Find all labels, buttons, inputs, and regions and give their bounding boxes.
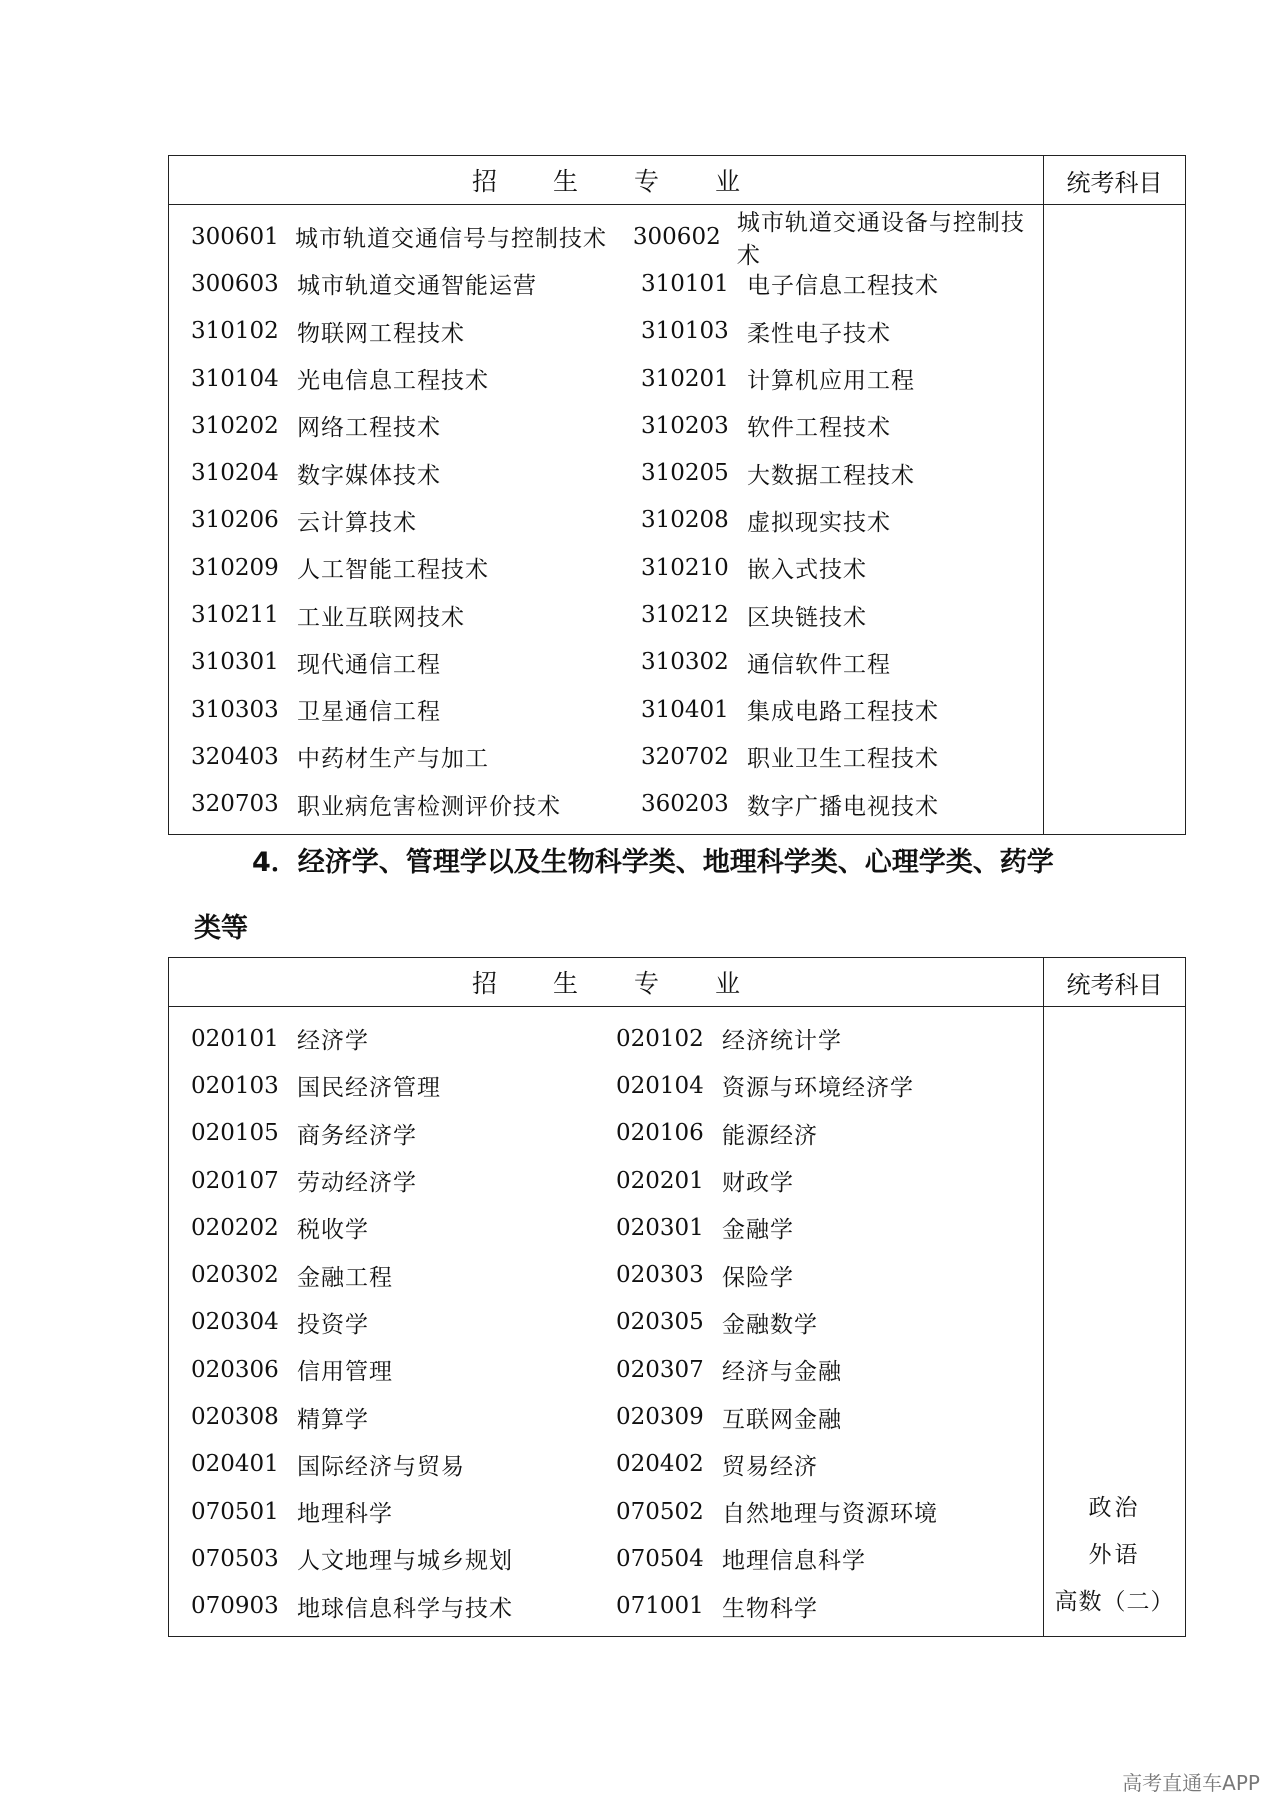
major-name: 人文地理与城乡规划 — [297, 1548, 513, 1575]
major-code: 020301 — [616, 1214, 704, 1241]
major-name: 城市轨道交通信号与控制技术 — [295, 226, 607, 253]
major-code: 070903 — [191, 1593, 279, 1620]
major-name: 工业互联网技术 — [297, 604, 465, 631]
major-name: 区块链技术 — [747, 604, 867, 631]
major-name: 经济学 — [297, 1028, 369, 1055]
major-code: 020104 — [616, 1072, 704, 1099]
major-code: 310101 — [641, 270, 729, 297]
subject-politics: 政治 — [1088, 1495, 1141, 1521]
table-header — [169, 156, 1185, 205]
header-subject: 统考科目 — [1066, 970, 1163, 999]
major-code: 310203 — [641, 412, 729, 439]
major-code: 310401 — [641, 696, 729, 723]
majors-list — [169, 205, 1044, 834]
major-name: 通信软件工程 — [747, 651, 891, 678]
major-name: 云计算技术 — [297, 509, 417, 536]
header-major — [169, 958, 1044, 1006]
major-code: 310212 — [641, 602, 729, 629]
table-row — [169, 733, 1043, 780]
major-code: 020106 — [616, 1120, 704, 1147]
majors-table-1 — [168, 155, 1186, 835]
table-row — [169, 1535, 1043, 1582]
major-code: 320703 — [191, 791, 279, 818]
table-row — [169, 497, 1043, 544]
major-code: 310206 — [191, 507, 279, 534]
major-name: 金融学 — [722, 1217, 794, 1244]
major-name: 大数据工程技术 — [747, 462, 915, 489]
major-name: 生物科学 — [722, 1595, 818, 1622]
major-code: 020308 — [191, 1404, 279, 1431]
table-row — [169, 355, 1043, 402]
major-name: 能源经济 — [722, 1122, 818, 1149]
table-row — [169, 686, 1043, 733]
major-code: 020107 — [191, 1167, 279, 1194]
major-name: 城市轨道交通智能运营 — [297, 273, 537, 300]
major-code: 070503 — [191, 1545, 279, 1572]
major-name: 贸易经济 — [722, 1453, 818, 1480]
major-name: 经济与金融 — [722, 1359, 842, 1386]
major-code: 020307 — [616, 1356, 704, 1383]
major-name: 网络工程技术 — [297, 415, 441, 442]
table-row — [169, 639, 1043, 686]
major-name: 国民经济管理 — [297, 1075, 441, 1102]
major-code: 310201 — [641, 365, 729, 392]
major-name: 卫星通信工程 — [297, 699, 441, 726]
major-name: 精算学 — [297, 1406, 369, 1433]
major-code: 310205 — [641, 460, 729, 487]
table-row — [169, 209, 1043, 269]
major-name: 集成电路工程技术 — [747, 699, 939, 726]
table-row — [169, 1204, 1043, 1251]
major-name: 互联网金融 — [722, 1406, 842, 1433]
major-code: 020303 — [616, 1262, 704, 1289]
major-code: 020401 — [191, 1451, 279, 1478]
table-row — [169, 1441, 1043, 1488]
table-row — [169, 308, 1043, 355]
major-code: 310204 — [191, 460, 279, 487]
header-char: 业 — [715, 969, 741, 998]
major-code: 310208 — [641, 507, 729, 534]
header-major — [169, 156, 1044, 204]
major-name: 地球信息科学与技术 — [297, 1595, 513, 1622]
table-row — [169, 1062, 1043, 1109]
major-code: 070504 — [616, 1545, 704, 1572]
table-row — [169, 1015, 1043, 1062]
subjects-cell — [1044, 1007, 1185, 1636]
table-row — [169, 1393, 1043, 1440]
major-name: 自然地理与资源环境 — [722, 1501, 938, 1528]
major-code: 020202 — [191, 1214, 279, 1241]
table-row — [169, 402, 1043, 449]
major-name: 中药材生产与加工 — [297, 746, 489, 773]
major-name: 数字媒体技术 — [297, 462, 441, 489]
major-code: 310303 — [191, 696, 279, 723]
major-name: 软件工程技术 — [747, 415, 891, 442]
header-char: 生 — [552, 969, 578, 998]
table-row — [169, 544, 1043, 591]
majors-table-2 — [168, 957, 1186, 1637]
major-code: 310302 — [641, 649, 729, 676]
table-row — [169, 1299, 1043, 1346]
major-code: 020309 — [616, 1404, 704, 1431]
major-code: 310209 — [191, 554, 279, 581]
header-char: 业 — [715, 167, 741, 196]
header-subject: 统考科目 — [1066, 168, 1163, 197]
major-name: 信用管理 — [297, 1359, 393, 1386]
table-row — [169, 260, 1043, 307]
header-char: 专 — [634, 969, 660, 998]
major-code: 020306 — [191, 1356, 279, 1383]
table-row — [169, 1346, 1043, 1393]
header-char: 生 — [552, 167, 578, 196]
major-code: 071001 — [616, 1593, 704, 1620]
table-row — [169, 1251, 1043, 1298]
major-name: 地理信息科学 — [722, 1548, 866, 1575]
major-code: 320403 — [191, 743, 279, 770]
major-code: 310211 — [191, 602, 279, 629]
major-code: 020302 — [191, 1262, 279, 1289]
section-heading-line1: 4．经济学、管理学以及生物科学类、地理科学类、心理学类、药学 — [252, 847, 1054, 878]
major-code: 020101 — [191, 1025, 279, 1052]
major-code: 020304 — [191, 1309, 279, 1336]
major-code: 300603 — [191, 270, 279, 297]
major-name: 物联网工程技术 — [297, 320, 465, 347]
major-code: 020103 — [191, 1072, 279, 1099]
major-name: 国际经济与贸易 — [297, 1453, 465, 1480]
major-name: 财政学 — [722, 1170, 794, 1197]
major-code: 020305 — [616, 1309, 704, 1336]
major-name: 商务经济学 — [297, 1122, 417, 1149]
major-name: 职业卫生工程技术 — [747, 746, 939, 773]
major-code: 310104 — [191, 365, 279, 392]
table-row — [169, 1157, 1043, 1204]
table-row — [169, 449, 1043, 496]
major-name: 现代通信工程 — [297, 651, 441, 678]
major-code: 320702 — [641, 743, 729, 770]
header-char: 专 — [634, 167, 660, 196]
header-char: 招 — [471, 167, 497, 196]
table-row — [169, 1583, 1043, 1630]
major-code: 300602 — [632, 223, 721, 250]
major-name: 嵌入式技术 — [747, 557, 867, 584]
major-code: 070502 — [616, 1498, 704, 1525]
table-row — [169, 591, 1043, 638]
watermark: 高考直通车APP — [1122, 1771, 1260, 1795]
major-name: 柔性电子技术 — [747, 320, 891, 347]
major-code: 310301 — [191, 649, 279, 676]
majors-list — [169, 1007, 1044, 1636]
major-code: 020102 — [616, 1025, 704, 1052]
major-code: 020402 — [616, 1451, 704, 1478]
major-name: 光电信息工程技术 — [297, 368, 489, 395]
major-name: 投资学 — [297, 1311, 369, 1338]
major-code: 310210 — [641, 554, 729, 581]
table-header — [169, 958, 1185, 1007]
major-name: 职业病危害检测评价技术 — [297, 793, 561, 820]
major-name: 保险学 — [722, 1264, 794, 1291]
major-code: 360203 — [641, 791, 729, 818]
major-code: 020201 — [616, 1167, 704, 1194]
major-name: 资源与环境经济学 — [722, 1075, 914, 1102]
major-name: 城市轨道交通设备与控制技术 — [736, 209, 1025, 269]
major-name: 地理科学 — [297, 1501, 393, 1528]
major-name: 税收学 — [297, 1217, 369, 1244]
major-name: 电子信息工程技术 — [747, 273, 939, 300]
major-name: 金融工程 — [297, 1264, 393, 1291]
major-code: 300601 — [191, 223, 279, 250]
major-code: 310202 — [191, 412, 279, 439]
table-row — [169, 1110, 1043, 1157]
table-row — [169, 1488, 1043, 1535]
major-code: 310103 — [641, 318, 729, 345]
subject-advanced-math: 高数（二） — [1054, 1589, 1175, 1615]
major-name: 金融数学 — [722, 1311, 818, 1338]
table-row — [169, 781, 1043, 828]
major-name: 数字广播电视技术 — [747, 793, 939, 820]
major-name: 计算机应用工程 — [747, 368, 915, 395]
major-code: 070501 — [191, 1498, 279, 1525]
section-heading-line2: 类等 — [194, 913, 248, 944]
major-name: 劳动经济学 — [297, 1170, 417, 1197]
major-name: 经济统计学 — [722, 1028, 842, 1055]
header-char: 招 — [471, 969, 497, 998]
major-name: 人工智能工程技术 — [297, 557, 489, 584]
subjects-cell — [1044, 205, 1185, 834]
subject-foreign-language: 外语 — [1088, 1542, 1141, 1568]
major-code: 310102 — [191, 318, 279, 345]
major-code: 020105 — [191, 1120, 279, 1147]
major-name: 虚拟现实技术 — [747, 509, 891, 536]
